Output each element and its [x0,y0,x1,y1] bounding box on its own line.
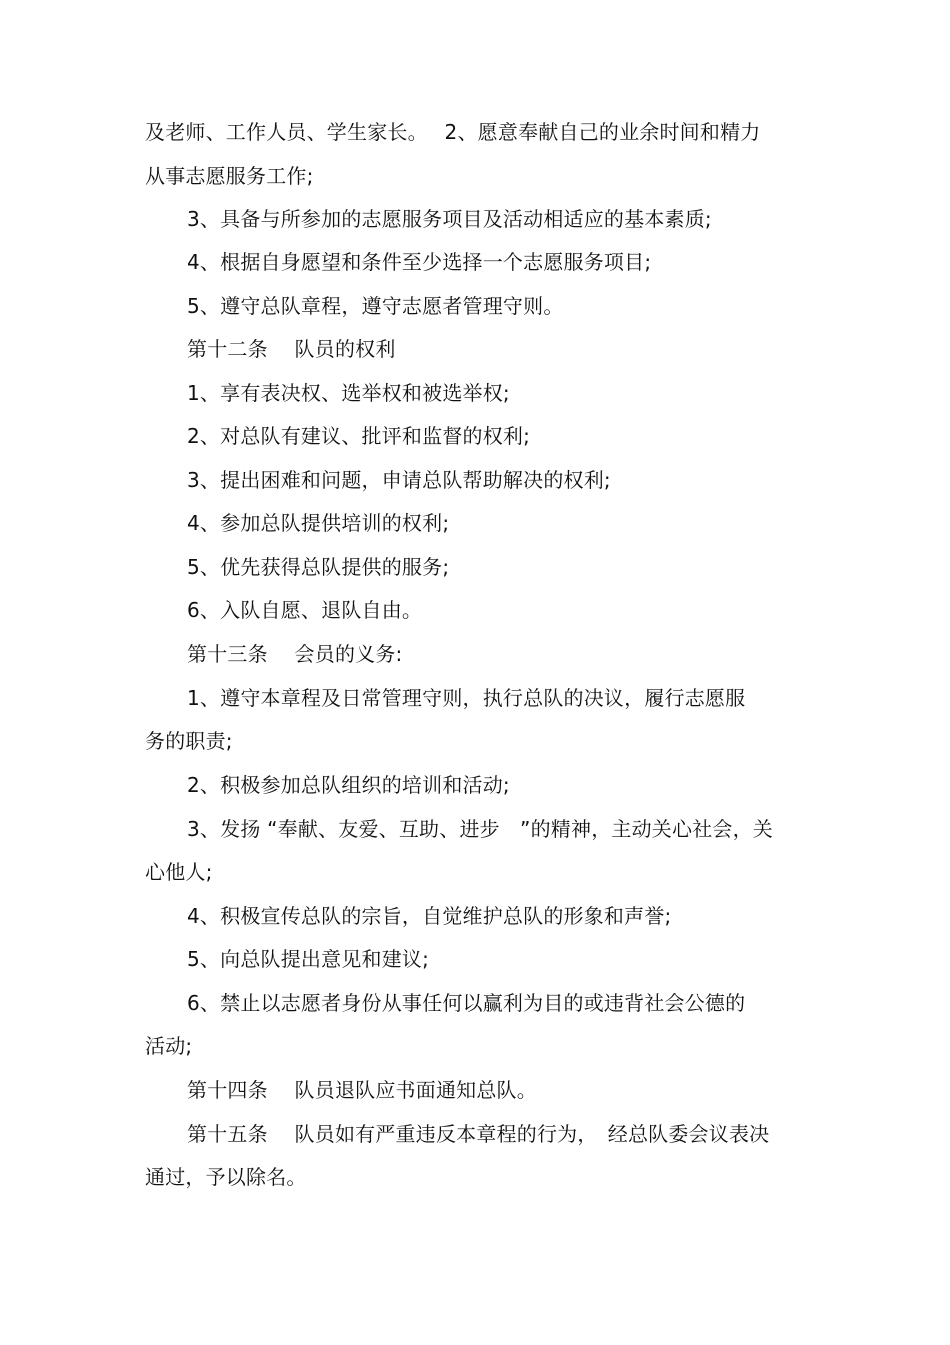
text-line-20: 5、向总队提出意见和建议; [187,947,430,971]
text-line-5: 5、遵守总队章程，遵守志愿者管理守则。 [187,294,564,318]
text-line-15: 务的职责; [145,729,233,753]
text-line-16: 2、积极参加总队组织的培训和活动; [187,773,510,797]
text-line-3: 3、具备与所参加的志愿服务项目及活动相适应的基本素质; [187,207,712,231]
text-line-10: 4、参加总队提供培训的权利; [187,511,450,535]
article-14-heading: 第十四条 队员退队应书面通知总队。 [187,1078,537,1102]
text-line-22: 活动; [145,1034,193,1058]
text-line-25: 通过，予以除名。 [145,1165,307,1189]
article-15-heading: 第十五条 队员如有严重违反本章程的行为， 经总队委会议表决 [187,1122,770,1146]
text-line-11: 5、优先获得总队提供的服务; [187,555,450,579]
text-line-19: 4、积极宣传总队的宗旨，自觉维护总队的形象和声誉; [187,904,672,928]
text-line-18: 心他人; [145,860,213,884]
text-line-21: 6、禁止以志愿者身份从事任何以赢利为目的或违背社会公德的 [187,991,746,1015]
text-line-17: 3、发扬 “奉献、友爱、互助、进步 ”的精神，主动关心社会，关 [187,817,774,841]
text-line-8: 2、对总队有建议、批评和监督的权利; [187,424,531,448]
article-12-heading: 第十二条 队员的权利 [187,337,396,361]
text-line-14: 1、遵守本章程及日常管理守则，执行总队的决议，履行志愿服 [187,686,746,710]
text-line-2: 从事志愿服务工作; [145,164,314,188]
text-line-7: 1、享有表决权、选举权和被选举权; [187,381,510,405]
text-line-12: 6、入队自愿、退队自由。 [187,598,423,622]
text-line-9: 3、提出困难和问题，申请总队帮助解决的权利; [187,468,611,492]
article-13-heading: 第十三条 会员的义务: [187,642,403,666]
text-line-1: 及老师、工作人员、学生家长。 2、愿意奉献自己的业余时间和精力 [145,120,761,144]
text-line-4: 4、根据自身愿望和条件至少选择一个志愿服务项目; [187,250,652,274]
